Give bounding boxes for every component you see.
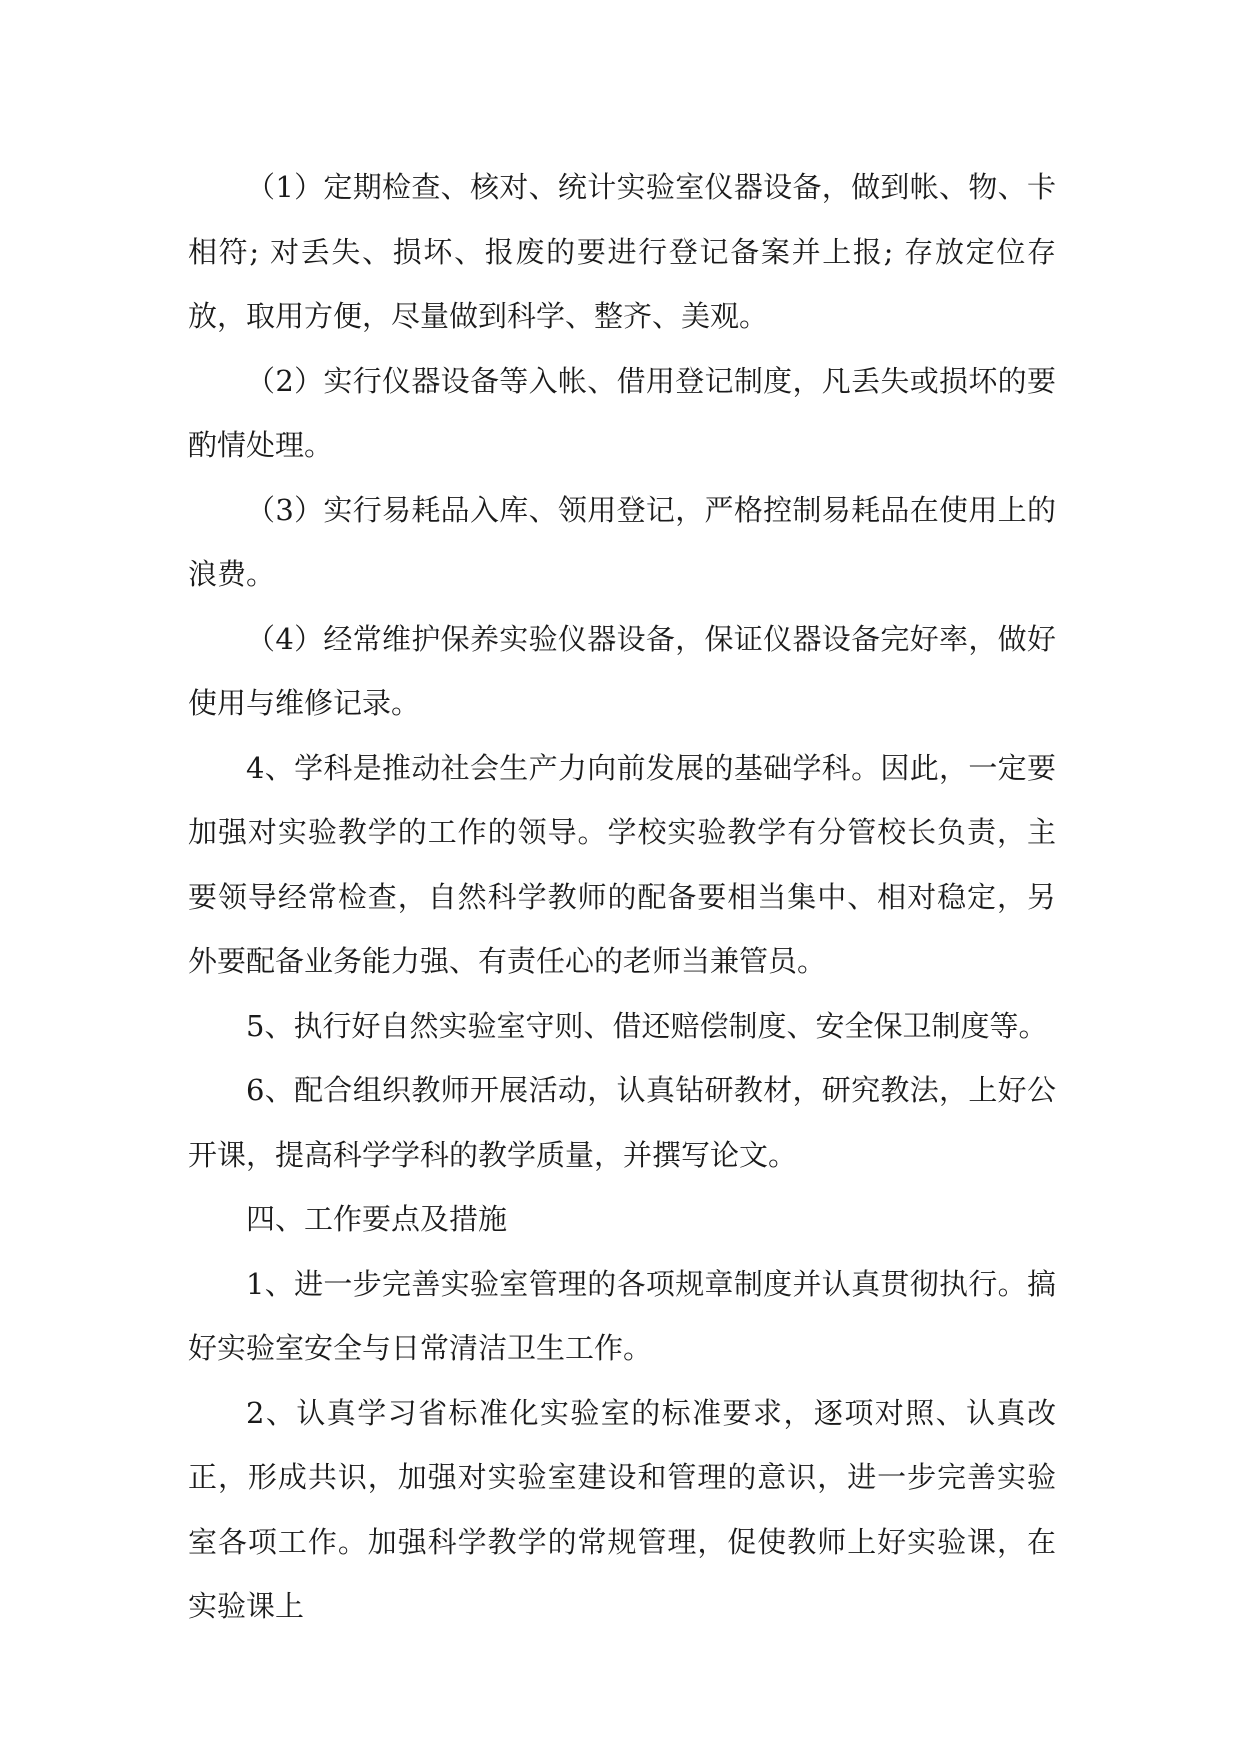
paragraph-section-4: 4、学科是推动社会生产力向前发展的基础学科。因此，一定要加强对实验教学的工作的领导。学校实验教学有分管校长负责，主要领导经常检查，自然科学教师的配备要相当集中、相对稳定，另外要配备业务能力强、有责任心的老师当兼管员。 [188, 750, 1056, 978]
paragraph-item-4: （4）经常维护保养实验仪器设备，保证仪器设备完好率，做好使用与维修记录。 [188, 621, 1056, 720]
document-body [188, 155, 1056, 1639]
paragraph-measure-2: 2、认真学习省标准化实验室的标准要求，逐项对照、认真改正，形成共识，加强对实验室建设和管理的意识，进一步完善实验室各项工作。加强科学教学的常规管理，促使教师上好实验课，在实验课上 [188, 1395, 1056, 1623]
paragraph-item-2: （2）实行仪器设备等入帐、借用登记制度，凡丢失或损坏的要酌情处理。 [188, 363, 1056, 462]
section-heading: 四、工作要点及措施 [246, 1202, 508, 1236]
paragraph-item-3: （3）实行易耗品入库、领用登记，严格控制易耗品在使用上的浪费。 [188, 492, 1056, 591]
paragraph-section-5: 5、执行好自然实验室守则、借还赔偿制度、安全保卫制度等。 [246, 1008, 1048, 1043]
paragraph-item-1: （1）定期检查、核对、统计实验室仪器设备，做到帐、物、卡相符; 对丢失、损坏、报废的要进行登记备案并上报; 存放定位存放，取用方便，尽量做到科学、整齐、美观。 [188, 170, 1056, 333]
paragraph-section-6: 6、配合组织教师开展活动，认真钻研教材，研究教法，上好公开课，提高科学学科的教学质量，并撰写论文。 [188, 1073, 1056, 1172]
paragraph-measure-1: 1、进一步完善实验室管理的各项规章制度并认真贯彻执行。搞好实验室安全与日常清洁卫生工作。 [188, 1266, 1056, 1365]
